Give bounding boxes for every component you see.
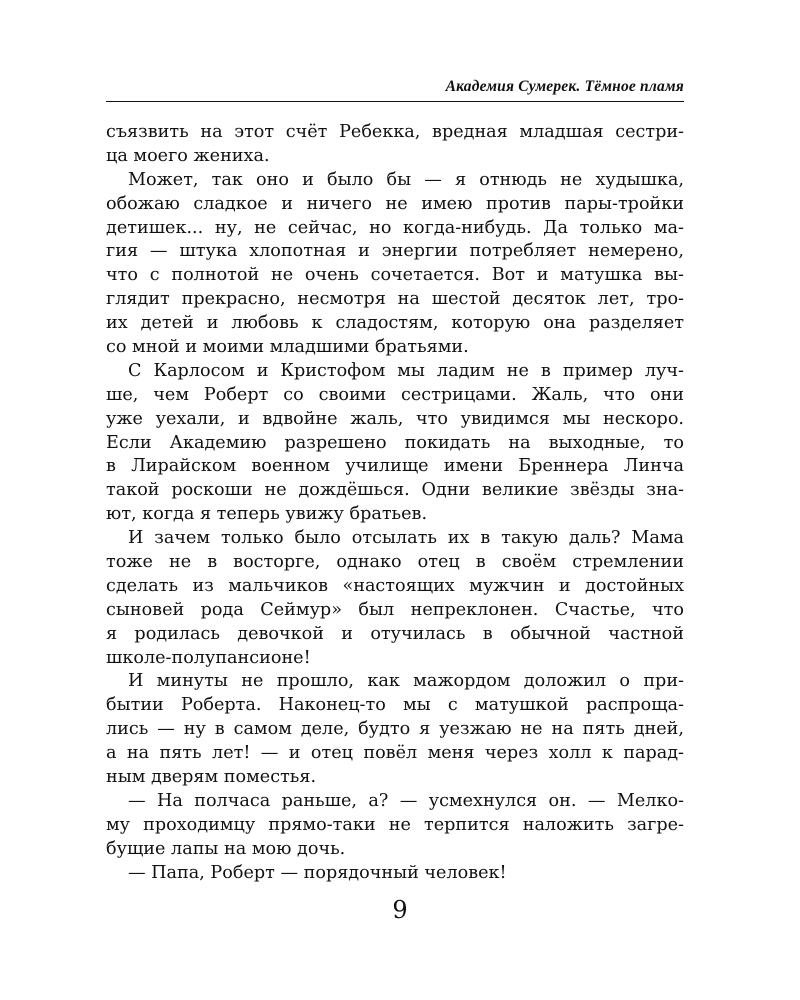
text-line: сыновей рода Сеймур» был непреклонен. Счастье, что: [106, 599, 684, 620]
text-line: обожаю сладкое и ничего не имею против пары-тройки: [106, 193, 684, 214]
text-line: И минуты не прошло, как мажордом доложил о при-: [128, 671, 684, 692]
text-line: уже уехали, и вдвойне жаль, что увидимся мы нескоро.: [106, 408, 684, 429]
text-line: а на пять лет! — и отец повёл меня через холл к парад-: [106, 743, 684, 764]
text-line: ца моего жениха.: [106, 145, 270, 166]
text-line: Может, так оно и было бы — я отнюдь не худышка,: [128, 169, 684, 190]
text-line: такой роскоши не дождёшься. Одни великие звёзды зна-: [106, 480, 684, 501]
text-line: ют, когда я теперь увижу братьев.: [106, 504, 428, 525]
text-line: сделать из мальчиков «настоящих мужчин и достойных: [106, 575, 684, 596]
text-line: глядит прекрасно, несмотря на шестой десяток лет, тро-: [106, 289, 684, 310]
text-line: со мной и моими младшими братьями.: [106, 337, 469, 358]
text-line: ше, чем Роберт со своими сестрицами. Жаль, что они: [106, 384, 684, 405]
text-line: я родилась девочкой и отучилась в обычной частной: [106, 623, 684, 644]
page-number: 9: [392, 896, 408, 924]
text-line: — На полчаса раньше, а? — усмехнулся он. — Мелко-: [128, 790, 684, 811]
text-line: — Папа, Роберт — порядочный человек!: [128, 862, 507, 883]
text-line: в Лирайском военном училище имени Бреннера Линча: [106, 456, 684, 477]
text-line: лись — ну в самом деле, будто я уезжаю не на пять дней,: [106, 719, 684, 740]
text-line: бущие лапы на мою дочь.: [106, 838, 346, 859]
text-line: гия — штука хлопотная и энергии потребляет немерено,: [106, 241, 684, 262]
body-text: [106, 121, 684, 886]
text-line: Если Академию разрешено покидать на выходные, то: [106, 432, 684, 453]
text-line: что с полнотой не очень сочетается. Вот и матушка вы-: [106, 265, 684, 286]
text-line: их детей и любовь к сладостям, которую она разделяет: [106, 313, 684, 334]
text-line: школе-полупансионе!: [106, 647, 311, 668]
header-rule: [106, 101, 684, 102]
text-line: И зачем только было отсылать их в такую даль? Мама: [128, 528, 684, 549]
text-line: му проходимцу прямо-таки не терпится наложить загре-: [106, 814, 684, 835]
text-line: бытии Роберта. Наконец-то мы с матушкой распроща-: [106, 695, 684, 716]
running-title: Академия Сумерек. Тёмное пламя: [445, 78, 684, 95]
text-line: детишек... ну, не сейчас, но когда-нибудь. Да только ма-: [106, 217, 684, 238]
text-line: съязвить на этот счёт Ребекка, вредная младшая сестри-: [106, 122, 684, 142]
text-line: ным дверям поместья.: [106, 767, 317, 788]
text-line: тоже не в восторге, однако отец в своём стремлении: [106, 552, 684, 573]
text-line: С Карлосом и Кристофом мы ладим не в пример луч-: [128, 360, 684, 381]
